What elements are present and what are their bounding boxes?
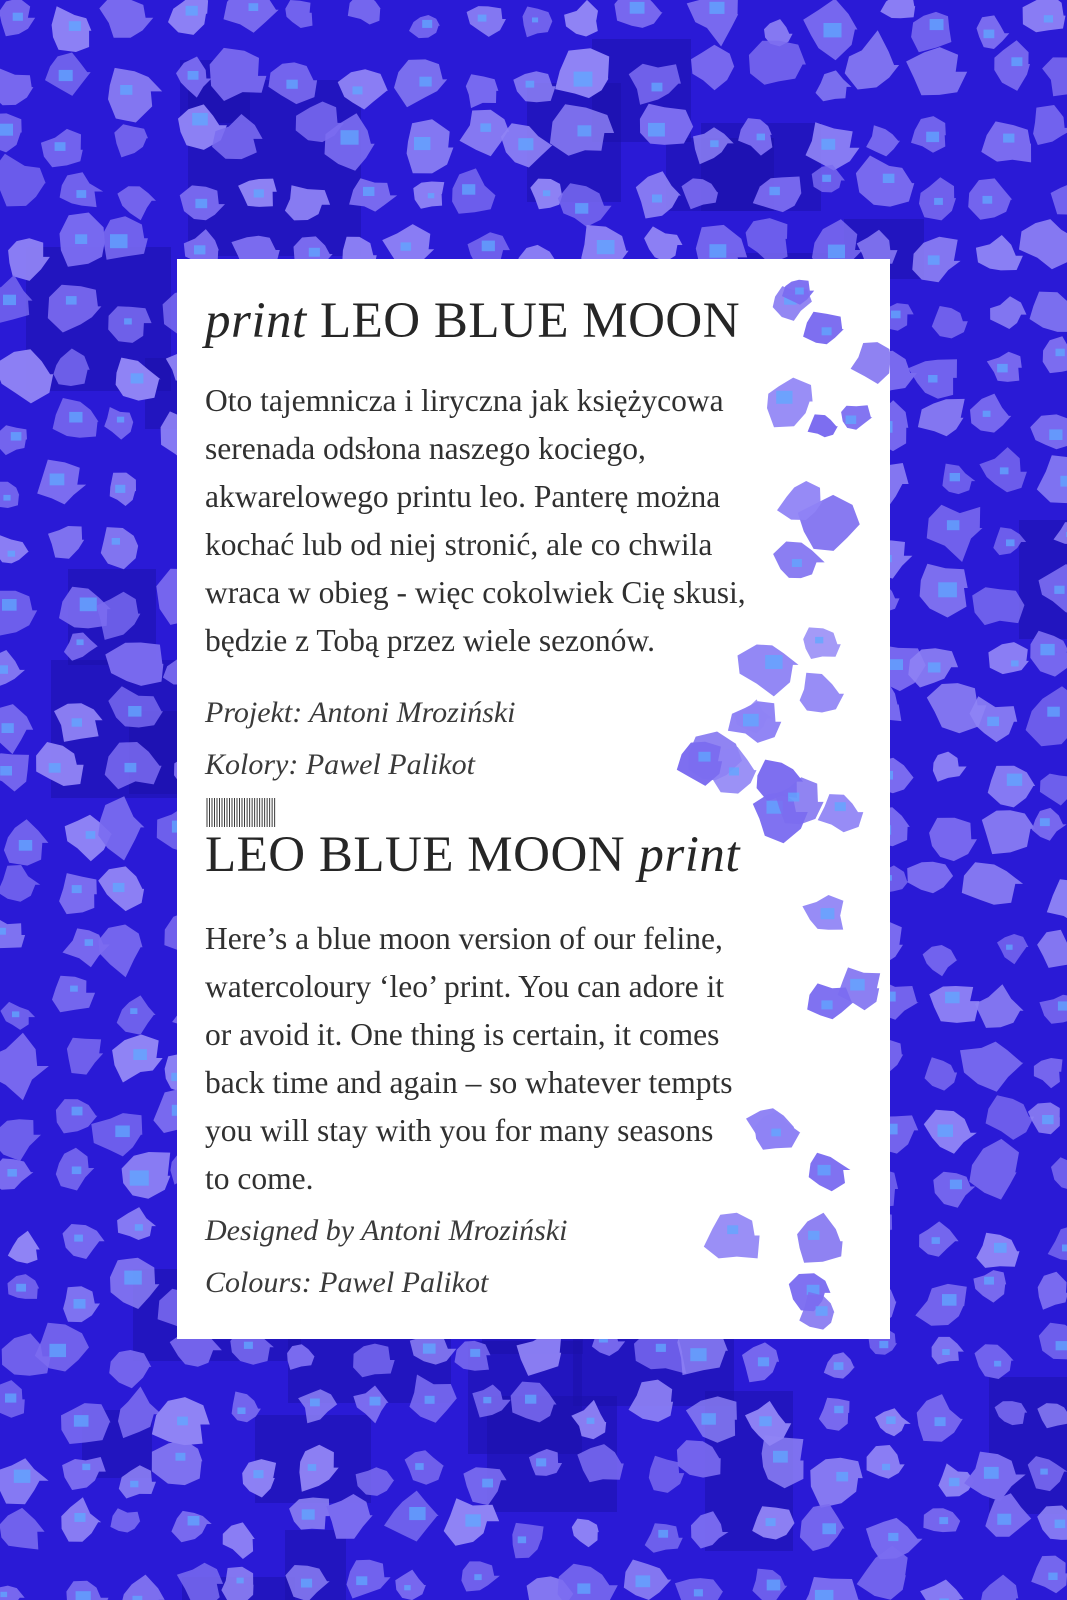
english-description-line: watercoloury ‘leo’ print. You can adore it — [205, 969, 725, 1004]
english-description-line: Here’s a blue moon version of our feline, — [205, 921, 723, 956]
polish-description-line: kochać lub od niej stronić, ale co chwila — [205, 527, 713, 562]
english-title-main: LEO BLUE MOON — [205, 827, 626, 883]
polish-description-line: akwarelowego printu leo. Panterę można — [205, 479, 721, 514]
card-leopard-spot — [710, 747, 756, 794]
english-description-line: back time and again – so whatever tempts — [205, 1065, 733, 1100]
polish-description-line: wraca w obieg - więc cokolwiek Cię skusi, — [205, 575, 746, 610]
polish-description-line: będzie z Tobą przez wiele sezonów. — [205, 623, 655, 658]
english-description-line: to come. — [205, 1161, 314, 1196]
card-leopard-spot — [800, 673, 844, 713]
english-description — [205, 915, 865, 1203]
card-leopard-spot — [689, 732, 743, 781]
card-leopard-spot — [734, 699, 774, 733]
card-leopard-spot — [782, 280, 814, 305]
english-credit-design: Designed by Antoni Mroziński — [205, 1214, 568, 1247]
polish-title-italic: print — [205, 293, 307, 349]
card-leopard-spot — [799, 1292, 834, 1330]
description-card — [177, 259, 890, 1339]
english-description-line: you will stay with you for many seasons — [205, 1113, 714, 1148]
card-leopard-spot — [757, 760, 804, 802]
card-leopard-spot — [753, 792, 808, 843]
card-leopard-spot — [803, 312, 844, 345]
polish-title-main: LEO BLUE MOON — [319, 293, 741, 349]
polish-description-line: serenada odsłona naszego kociego, — [205, 431, 646, 466]
polish-credit-design: Projekt: Antoni Mroziński — [205, 696, 516, 729]
english-title — [205, 825, 740, 885]
english-credits — [205, 1205, 567, 1309]
english-credit-colours: Colours: Pawel Palikot — [205, 1266, 489, 1299]
card-leopard-spot — [818, 794, 864, 832]
card-leopard-spot — [775, 777, 824, 824]
polish-credit-colours: Kolory: Pawel Palikot — [205, 748, 475, 781]
leopard-spot — [640, 104, 693, 145]
card-leopard-spot — [789, 1273, 831, 1311]
section-divider: |||||||||||||||||||||||||||| — [205, 793, 276, 829]
polish-title — [205, 291, 740, 351]
english-title-italic: print — [638, 827, 741, 883]
polish-description — [205, 377, 865, 665]
polish-credits — [205, 687, 516, 791]
card-leopard-spot — [704, 1213, 760, 1259]
polish-description-line: Oto tajemnicza i liryczna jak księżycowa — [205, 383, 724, 418]
english-description-line: or avoid it. One thing is certain, it comes — [205, 1017, 720, 1052]
leopard-spot — [1023, 0, 1066, 32]
card-leopard-spot — [797, 1213, 843, 1263]
card-leopard-spot — [773, 286, 812, 321]
card-leopard-spot — [677, 742, 722, 786]
card-leopard-spot — [728, 701, 781, 743]
